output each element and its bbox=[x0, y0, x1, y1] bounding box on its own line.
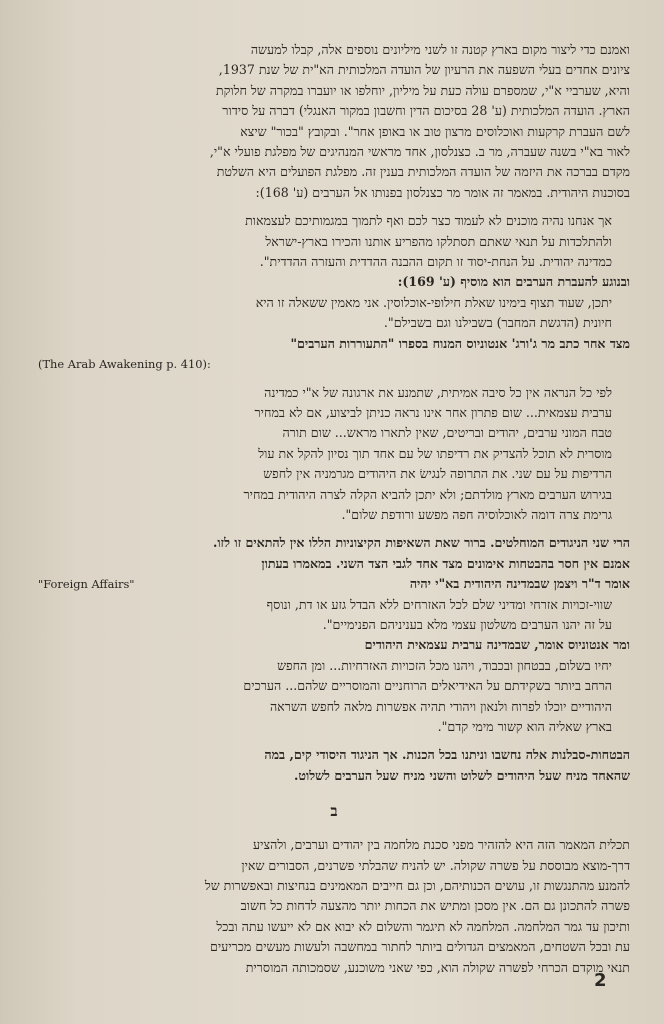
quote-line: הרדיפות על עם שני. את התרופה לנגישׂ את היהודים מגרמניה אין לחפש bbox=[263, 466, 612, 482]
weizmann-line-2 bbox=[38, 574, 630, 594]
quote-arab-state bbox=[38, 656, 630, 738]
weizmann-line: אמנם אין חסר בהבטחות אימונים מצד אחד לגבי הצד השני. במאמרו בעתון bbox=[261, 555, 630, 571]
quote-weizmann bbox=[38, 595, 630, 636]
quote-line: על זה יהנו הערבים משלטון עצמי מלא בעניניהם הפנימיים". bbox=[322, 616, 612, 632]
transfer-heading: ובנוגע להעברת הערבים הוא מוסיף (ע' 169): bbox=[397, 274, 630, 290]
quote-line: טבח המוני ערבים, יהודים ובריטים, שאין לתארו מראש... שום תורה bbox=[282, 425, 612, 441]
paragraph-intro bbox=[38, 40, 630, 203]
quote-line: בגירוש הערבים מארץ מולדתם; ולא יתכן להביא הקלה לצרה היהודית במחיר bbox=[243, 486, 612, 502]
quote-line: מוסרית לא תוכל להצדיק את רדיפתו של עם אחד תוך נסיון להקל את עול bbox=[258, 445, 612, 461]
text-line: ואמנם כדי ליצור מקום בארץ קטנה זו לשני מיליונים נוספים אלה, קבלו למעשה bbox=[250, 42, 630, 57]
quote-line: ערבית עצמאית... שום פתרון אחר אינו נראה כניתן לביצוע, אם לא במחיר bbox=[254, 404, 612, 420]
quote-line: היהודיים יוכלו לפרוח ולנאון ויהודי תהיה אפשרות מלאה לחפש השראה bbox=[269, 698, 612, 714]
text-line: פשרה להתכונן גם הם. אין מסכן ומתיש את הכחות יותר מהצעה לדחות כל חשוב bbox=[240, 898, 630, 914]
quote-line: שווי-זכויות אזרחי ומדיני שלם לכל האזרחים ללא הבדל גזע או דת, ונוסף bbox=[266, 596, 612, 612]
quote-line: יתכן, שעוד תצוף בימינו שאלת חילופי-אוכלוסין. אני מאמין ששאלה זו היא bbox=[255, 294, 612, 310]
quote-population-exchange bbox=[38, 293, 630, 334]
text-line: דרך-מוצא מבוססת על פשרה שקולה. יש להניח שהבלתי פשרנים, הסבורים שאין bbox=[241, 857, 630, 873]
document-body bbox=[38, 40, 630, 978]
text-line: תנאי מוקדם הכרחי לפשרה שקולה הוא, כפי שאני משוכנע, שסמכותה המוסרית bbox=[245, 959, 630, 975]
text-line: מקדם בברכה את היזמה של הועדה המלכותית בענין זה. מפלגת הפועלים היא השלטת bbox=[216, 164, 630, 180]
quote-line: הרחב ביותר בשקידתם על האידיאלים הרוחניים והמוסריים שלהם... הערכים bbox=[243, 678, 612, 694]
quote-line: אך אנחנו נהיה מוכנים לא לעמוד כצר לכם ואף לתמוך במגמותיכם לעצמאות bbox=[245, 213, 612, 229]
english-reference: "Foreign Affairs" bbox=[38, 577, 135, 592]
quote-line: כמדינה יהודית. על הנחת-יסוד זו תקום ההבנה ההדדית והעזרה ההדדית". bbox=[259, 254, 612, 270]
quote-line: חיונית (הדגשת המחבר) בשבילנו וגם בשבילם". bbox=[383, 315, 612, 331]
section-heading: ב bbox=[330, 802, 338, 821]
paragraph-section-b bbox=[38, 835, 630, 978]
closing-paragraph bbox=[38, 745, 630, 786]
arab-state-line: ומר אנטוניוס אומר, שבמדינה ערבית עצמאית היהודים bbox=[364, 637, 630, 653]
text-line: והיא, שערביי א"י, שמספרם עולה כעת על מיליון, יוחלפו או יועברו במקרה של חלוקת bbox=[215, 82, 630, 98]
quote-antonius bbox=[38, 383, 630, 526]
quote-line: ולהתלכדות על תנאי שאתם תסתלקו מהפריע אותנו והכירו בארץ-ישראל bbox=[265, 233, 612, 249]
text-line: הארץ. הועדה המלכותית (ע' 28 בסיכום הדין וחשבון במקור האנגלי) דברה על סידור bbox=[222, 103, 630, 119]
page-number: 2 bbox=[594, 970, 607, 991]
quote-katznelson bbox=[38, 211, 630, 272]
text-line: תכלית המאמר הזה היא להזהיר מפני סכנת מלחמה בין יהודים וערבים, ולהציע bbox=[253, 837, 630, 853]
quote-line: יחיו בשלום, בבטחון ובכבוד, ויהנו מכל הזכויות האזרחיות... ומן החפש bbox=[277, 657, 612, 673]
antonius-heading: מצד אחר כתב מר ג'ורג' אנטוניוס המנוח בספרו "התעוררות הערבים" bbox=[290, 335, 630, 351]
text-line: הבטחות-סבלנות אלה נחשבו וניתנו בכל הכנות. אך הניגוד היסודי קים, במה bbox=[264, 747, 630, 763]
quote-line: בארץ שאליה הוא קשור מימי קדם". bbox=[437, 719, 612, 734]
text-line: לאור בא"י בשנה שעברה, מר ב. כצנלסון, אחד מראשי המנהיגים של מפלגת פועלי א"י, bbox=[209, 144, 630, 160]
text-line: שהאחד מניח שעל היהודים לשלוט והשני מניח שעל הערבים לשלוט. bbox=[294, 767, 630, 783]
text-line: להמנע מהתנגשות זו, עושים הכנותיהם, וכן גם חייבים המאמינים בנחיצות ובאפשרות של bbox=[204, 878, 630, 894]
text-line: ותיכון עד גמר המלחמה. המלחמה לא תיגמר והשלום לא יבוא אם לא ייעשו עתה ובכל bbox=[216, 918, 630, 934]
weizmann-text: אומר ד"ר ויצמן שבמדינה היהודית בא"י יהיה bbox=[409, 576, 630, 592]
extremes-line: הרי שני הניגודים המוחלטים. ברור שאת השאיפות הקיצוניות הללו אין להתאים זו לזו. bbox=[212, 535, 630, 551]
quote-line: לפי כל הנראה אין כל סיבה אמיתית, שתמנע את ארגונה של א"י כמדינה bbox=[264, 384, 612, 400]
quote-line: גרימת צרה דומה לאוכלוסיה חפה מפשע ורודפת שלום". bbox=[341, 506, 612, 522]
text-line: לשם העברת קרקעות ואוכלוסים מרצון טוב או באופן אחר". ובקובץ "בכור" שיצא bbox=[240, 123, 630, 139]
english-reference: (The Arab Awakening p. 410): bbox=[38, 357, 211, 372]
text-line: עת ובכל השטחים, המאמצים הגדולים ביותר לחתור במחשבה ולעשות מעשים מכריעים bbox=[209, 939, 630, 955]
text-line: ציונים אחדים בעלי השפעה את הרעיון של הועדה המלכותית הא"ית של שנת 1937, bbox=[218, 62, 630, 78]
text-line: בסוכנות היהודית. במאמר זה אומר מר כצנלסון בפנותו אל הערבים (ע' 168): bbox=[255, 184, 630, 200]
